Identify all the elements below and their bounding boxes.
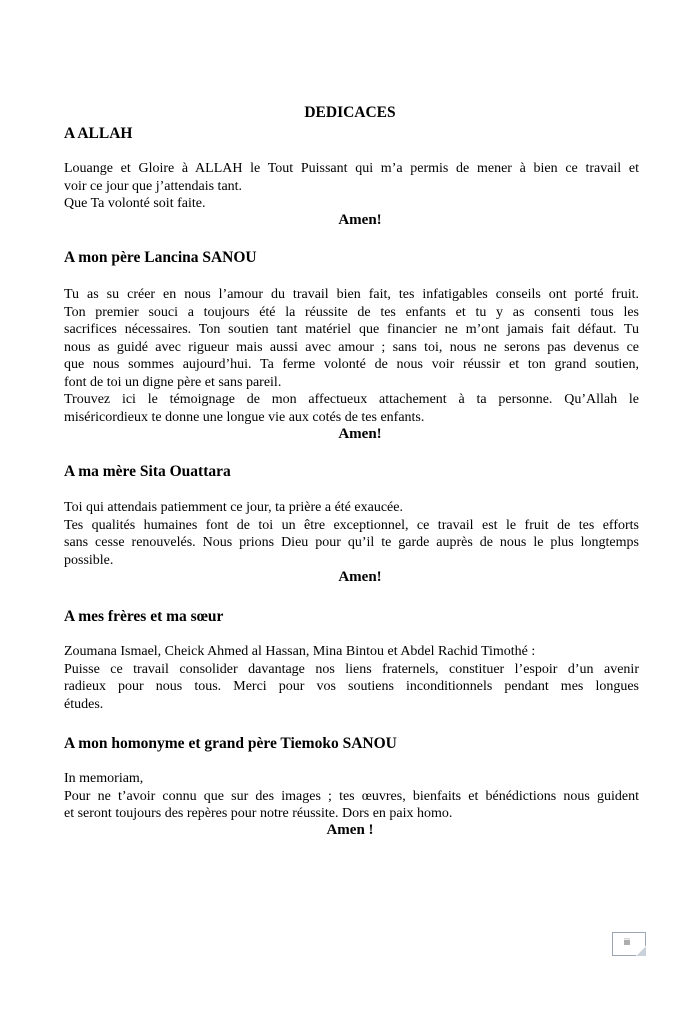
section-heading-siblings: A mes frères et ma sœur — [64, 608, 224, 625]
section-text-namesake — [64, 770, 639, 823]
text-line: Ton premier souci a toujours été la réussite de tes enfants et tu y as consenti tous les — [64, 304, 639, 320]
text-line: voir ce jour que j’attendais tant. — [64, 178, 243, 194]
text-line: sacrifices nécessaires. Ton soutien tant matériel que financier ne m’ont jamais fait défaut. Tu — [64, 322, 639, 337]
section-heading-allah: A ALLAH — [64, 125, 133, 142]
text-line: possible. — [64, 552, 114, 568]
text-line: et seront toujours des repères pour notre réussite. Dors en paix homo. — [64, 806, 453, 821]
text-line: nous as guidé avec rigueur mais aussi avec amour ; sans toi, nous ne serons pas devenus ce — [64, 339, 639, 355]
text-line: In memoriam, — [64, 771, 144, 786]
text-line: Tes qualités humaines font de toi un être exceptionnel, ce travail est le fruit de tes efforts — [64, 517, 639, 533]
text-line: Toi qui attendais patiemment ce jour, ta prière a été exaucée. — [64, 500, 403, 515]
text-line: Zoumana Ismael, Cheick Ahmed al Hassan, Mina Bintou et Abdel Rachid Timothé : — [64, 644, 536, 659]
section-heading-namesake: A mon homonyme et grand père Tiemoko SANOU — [64, 735, 397, 752]
text-line: Pour ne t’avoir connu que sur des images ; tes œuvres, bienfaits et bénédictions nous guident — [64, 788, 639, 804]
text-line: radieux pour nous tous. Merci pour vos soutiens inconditionnels pendant mes longues — [64, 679, 639, 694]
amen-closing: Amen! — [338, 212, 382, 228]
text-line: Trouvez ici le témoignage de mon affectueux attachement à ta personne. Qu’Allah le — [64, 392, 639, 407]
text-line: que nous sommes aujourd’hui. Ta ferme volonté de nous voir réussir et ton grand soutien, — [64, 357, 639, 372]
page-fold-corner — [636, 946, 646, 956]
text-line: Tu as su créer en nous l’amour du travail bien fait, tes infatigables conseils ont porté fruit. — [64, 287, 639, 302]
section-text-siblings — [64, 643, 639, 713]
section-heading-father: A mon père Lancina SANOU — [64, 249, 257, 266]
text-line: miséricordieux te donne une longue vie aux cotés de tes enfants. — [64, 409, 425, 425]
text-line: Louange et Gloire à ALLAH le Tout Puissant qui m’a permis de mener à bien ce travail et — [64, 161, 639, 176]
amen-closing: Amen! — [338, 569, 382, 585]
amen-closing: Amen! — [338, 426, 382, 442]
section-text-mother — [64, 499, 639, 569]
section-text-allah — [64, 160, 639, 213]
text-line: font de toi un digne père et sans pareil. — [64, 374, 282, 390]
text-line: Que Ta volonté soit faite. — [64, 196, 206, 211]
section-heading-mother: A ma mère Sita Ouattara — [64, 463, 231, 480]
text-line: Puisse ce travail consolider davantage nos liens fraternels, constituer l’espoir d’un avenir — [64, 661, 639, 677]
text-line: sans cesse renouvelés. Nous prions Dieu pour qu’il te garde auprès de nous le plus longtemps — [64, 535, 639, 550]
section-text-father — [64, 286, 639, 426]
page-number: iii — [624, 937, 630, 947]
page-title: DEDICACES — [304, 104, 396, 121]
text-line: études. — [64, 696, 104, 712]
page-number-box — [612, 932, 646, 956]
amen-closing: Amen ! — [326, 822, 374, 838]
